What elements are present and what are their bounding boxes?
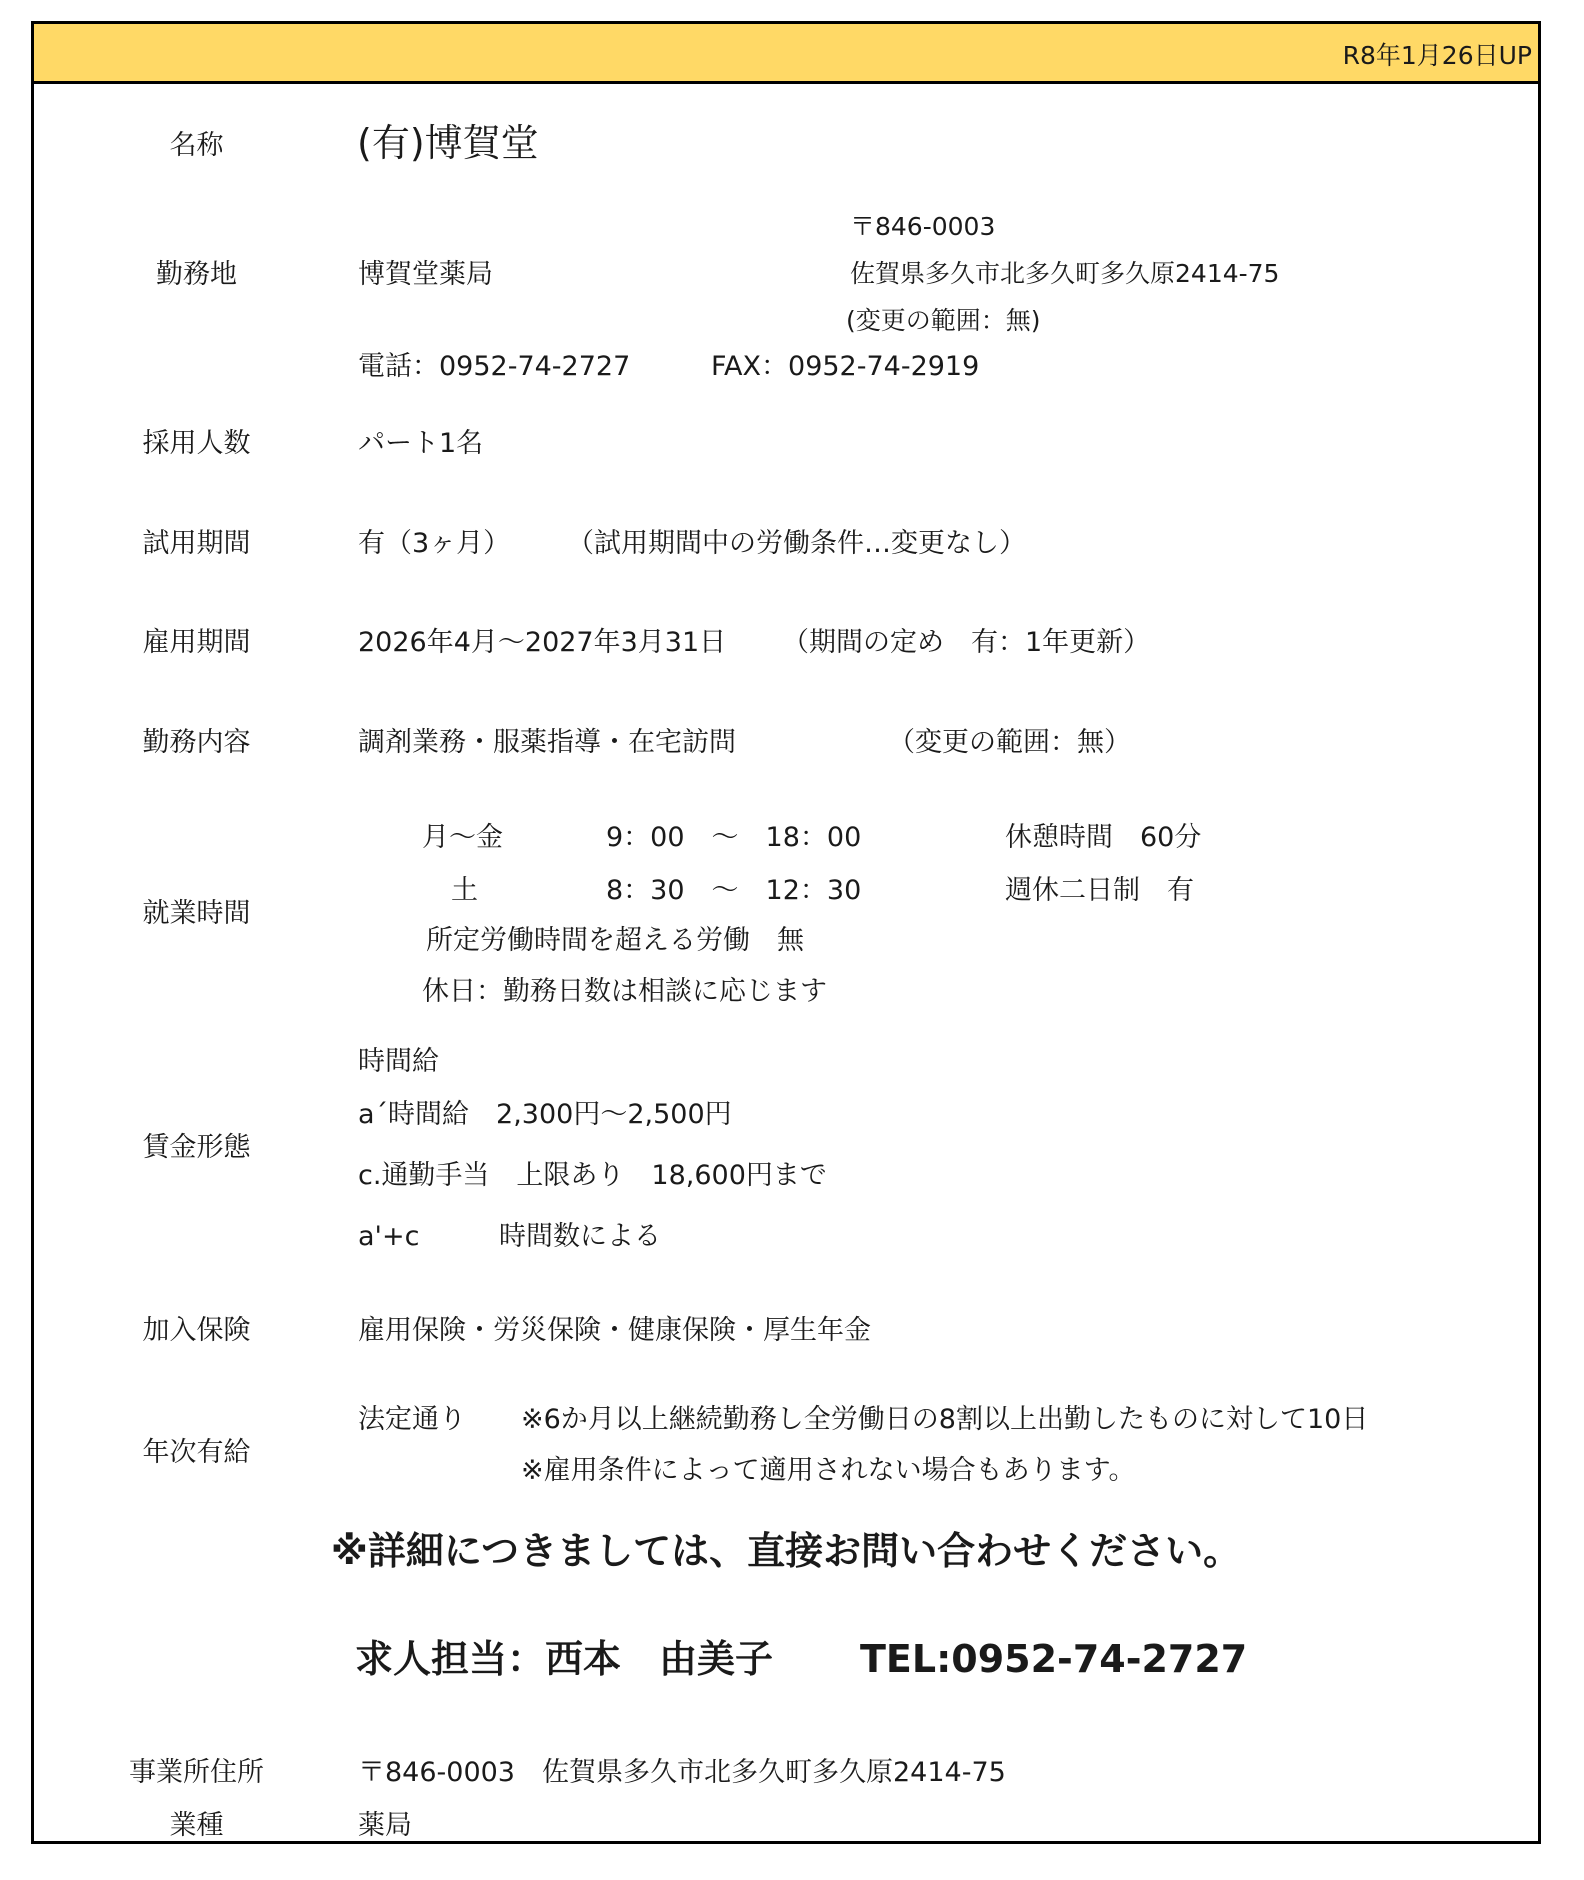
insurance-value: 雇用保険・労災保険・健康保険・厚生年金 — [358, 1315, 871, 1346]
workplace-name: 博賀堂薬局 — [358, 259, 493, 290]
office-address: 〒846-0003 佐賀県多久市北多久町多久原2414-75 — [358, 1757, 1006, 1788]
industry-label: 業種 — [169, 1810, 224, 1841]
workplace-phone: 電話：0952-74-2727 — [358, 351, 631, 382]
hours-weekly-two-days-off: 週休二日制 有 — [1005, 875, 1194, 906]
workplace-change-scope: (変更の範囲：無) — [846, 306, 1041, 335]
contact-person: 求人担当：西本 由美子 — [355, 1637, 774, 1681]
office-label: 事業所住所 — [129, 1757, 264, 1788]
industry-value: 薬局 — [358, 1810, 412, 1841]
workplace-label: 勤務地 — [156, 259, 237, 290]
hours-break: 休憩時間 60分 — [1005, 822, 1202, 853]
duties-label: 勤務内容 — [142, 727, 251, 758]
wage-type: 時間給 — [358, 1046, 439, 1077]
hours-weekday-days: 月～金 — [422, 822, 503, 853]
wage-label: 賃金形態 — [142, 1132, 251, 1163]
wage-formula: a'+c — [358, 1221, 420, 1252]
trial-note: （試用期間中の労働条件…変更なし） — [567, 528, 1026, 559]
wage-commute: c.通勤手当 上限あり 18,600円まで — [358, 1160, 827, 1191]
paid-leave-value: 法定通り — [358, 1404, 466, 1435]
workplace-postal: 〒846-0003 — [850, 212, 996, 241]
company-name: (有)博賀堂 — [357, 121, 539, 165]
paid-leave-note-2: ※雇用条件によって適用されない場合もあります。 — [521, 1455, 1136, 1486]
paid-leave-note-1: ※6か月以上継続勤務し全労働日の8割以上出勤したものに対して10日 — [521, 1404, 1369, 1435]
hires-label: 採用人数 — [142, 428, 251, 459]
paid-leave-label: 年次有給 — [142, 1437, 251, 1468]
duties-value: 調剤業務・服薬指導・在宅訪問 — [358, 727, 736, 758]
duties-note: （変更の範囲：無） — [888, 727, 1131, 758]
wage-formula-note: 時間数による — [499, 1221, 661, 1252]
trial-label: 試用期間 — [142, 528, 251, 559]
insurance-label: 加入保険 — [142, 1315, 251, 1346]
header-bar — [34, 24, 1538, 84]
hours-weekday-time: 9：00 ～ 18：00 — [606, 822, 862, 853]
job-posting-sheet — [31, 21, 1541, 1844]
update-date: R8年1月26日UP — [1342, 41, 1532, 70]
hours-saturday-days: 土 — [451, 875, 478, 906]
employment-period-value: 2026年4月～2027年3月31日 — [358, 627, 727, 658]
trial-value: 有（3ヶ月） — [358, 528, 511, 559]
contact-tel: TEL:0952-74-2727 — [860, 1637, 1248, 1681]
workplace-fax: FAX：0952-74-2919 — [711, 351, 980, 382]
workplace-address: 佐賀県多久市北多久町多久原2414-75 — [850, 259, 1280, 288]
hours-label: 就業時間 — [142, 898, 251, 929]
employment-period-note: （期間の定め 有：1年更新） — [782, 627, 1151, 658]
wage-hourly: a´時間給 2,300円～2,500円 — [358, 1099, 732, 1130]
hours-holidays: 休日：勤務日数は相談に応じます — [422, 976, 827, 1007]
hours-saturday-time: 8：30 ～ 12：30 — [606, 875, 862, 906]
contact-notice: ※詳細につきましては、直接お問い合わせください。 — [330, 1529, 1242, 1573]
hours-overtime: 所定労働時間を超える労働 無 — [426, 925, 804, 956]
name-label: 名称 — [169, 130, 224, 161]
hires-value: パート1名 — [358, 428, 484, 459]
employment-period-label: 雇用期間 — [142, 627, 251, 658]
